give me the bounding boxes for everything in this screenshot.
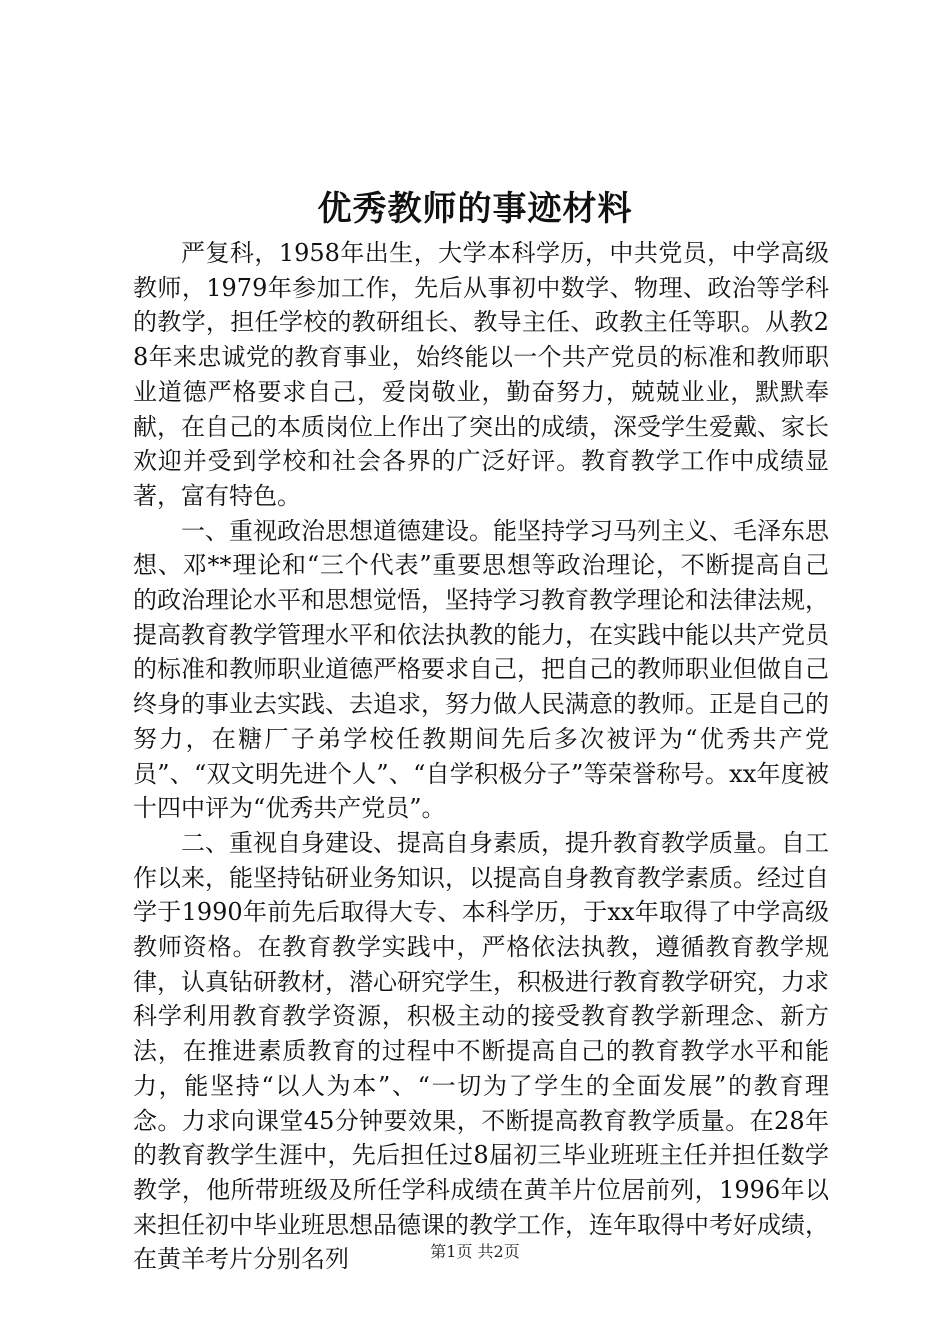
document-title: 优秀教师的事迹材料 — [317, 189, 633, 229]
page-footer: 第1页 共2页 — [430, 1242, 520, 1261]
document-body — [133, 236, 829, 1277]
paragraph-section-1: 一、重视政治思想道德建设。能坚持学习马列主义、毛泽东思想、邓**理论和“三个代表”重要思想等政治理论，不断提高自己的政治理论水平和思想觉悟，坚持学习教育教学理论和法律法规，提高教育教学管理水平和依法执教的能力，在实践中能以共产党员的标准和教师职业道德严格要求自己，把自己的教师职业但做自己终身的事业去实践、去追求，努力做人民满意的教师。正是自己的努力，在糖厂子弟学校任教期间先后多次被评为“优秀共产党员”、“双文明先进个人”、“自学积极分子”等荣誉称号。xx年度被十四中评为“优秀共产党员”。 — [133, 516, 829, 823]
paragraph-intro: 严复科，1958年出生，大学本科学历，中共党员，中学高级教师，1979年参加工作，先后从事初中数学、物理、政治等学科的教学，担任学校的教研组长、教导主任、政教主任等职。从教28年来忠诚党的教育事业，始终能以一个共产党员的标准和教师职业道德严格要求自己，爱岗敬业，勤奋努力，兢兢业业，默默奉献，在自己的本质岗位上作出了突出的成绩，深受学生爱戴、家长欢迎并受到学校和社会各界的广泛好评。教育教学工作中成绩显著，富有特色。 — [133, 239, 829, 510]
paragraph-section-2: 二、重视自身建设、提高自身素质，提升教育教学质量。自工作以来，能坚持钻研业务知识，以提高自身教育教学素质。经过自学于1990年前先后取得大专、本科学历，于xx年取得了中学高级教师资格。在教育教学实践中，严格依法执教，遵循教育教学规律，认真钻研教材，潜心研究学生，积极进行教育教学研究，力求科学利用教育教学资源，积极主动的接受教育教学新理念、新方法，在推进素质教育的过程中不断提高自己的教育教学水平和能力，能坚持“以人为本”、“一切为了学生的全面发展”的教育理念。力求向课堂45分钟要效果，不断提高教育教学质量。在28年的教育教学生涯中，先后担任过8届初三毕业班班主任并担任数学教学，他所带班级及所任学科成绩在黄羊片位居前列，1996年以来担任初中毕业班思想品德课的教学工作，连年取得中考好成绩，在黄羊考片分别名列 — [133, 828, 829, 1274]
